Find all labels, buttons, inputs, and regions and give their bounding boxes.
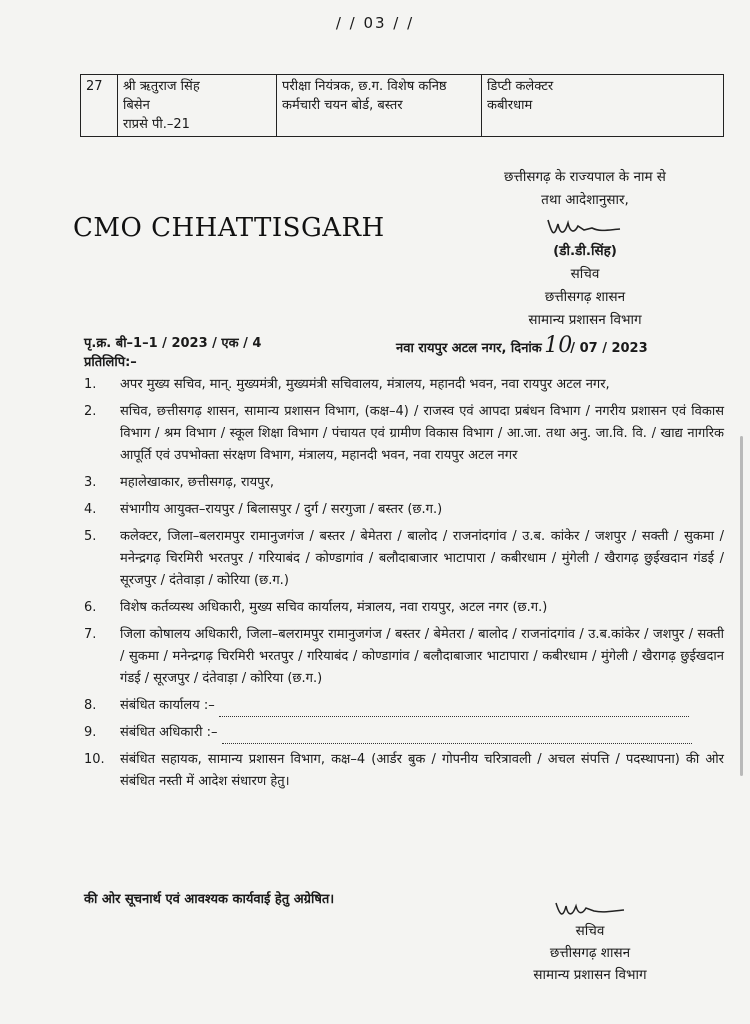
blank-line [222,730,692,744]
current-post: परीक्षा नियंत्रक, छ.ग. विशेष कनिष्ठ कर्मचारी चयन बोर्ड, बस्तर [277,75,482,137]
officer-name: श्री ऋतुराज सिंह बिसेन राप्रसे पी.–21 [118,75,277,137]
serial-number: 27 [81,75,118,137]
table-row [81,75,724,137]
list-item: 5. कलेक्टर, जिला–बलरामपुर रामानुजगंज / बस्तर / बेमेतरा / बालोद / राजनांदगांव / उ.ब. कांकेर / जशपुर / सक्ती / सुकमा / मनेन्द्रगढ़ चिरमिरी भरतपुर / गरियाबंद / कोण्डागांव / बलौदाबाजार भाटापारा / कबीरधाम / मुंगेली / खैरागढ़ छुईखदान गंडई / सूरजपुर / दंतेवाड़ा / कोरिया (छ.ग.) [84,529,724,588]
signatory-designation: सचिव [570,266,600,282]
list-item: 9. संबंधित अधिकारी :– [84,722,724,744]
list-item: 1. अपर मुख्य सचिव, मान्. मुख्यमंत्री, मुख्यमंत्री सचिवालय, मंत्रालय, महानदी भवन, नवा रायपुर अटल नगर, [84,377,610,392]
authority-line-2: तथा आदेशानुसार, [541,192,629,208]
list-item: 4. संभागीय आयुक्त–रायपुर / बिलासपुर / दुर्ग / सरगुजा / बस्तर (छ.ग.) [84,502,443,517]
list-item: 7. जिला कोषालय अधिकारी, जिला–बलरामपुर रामानुजगंज / बस्तर / बेमेतरा / बालोद / राजनांदगांव / उ.ब.कांकेर / जशपुर / सक्ती / सुकमा / मनेन्द्रगढ़ चिरमिरी भरतपुर / गरियाबंद / कोण्डागांव / बलौदाबाजार भाटापारा / कबीरधाम / मुंगेली / खैरागढ़ छुईखदान गंडई / सूरजपुर / दंतेवाड़ा / कोरिया (छ.ग.) [84,627,724,686]
signatory-government: छत्तीसगढ़ शासन [544,289,626,305]
signatory-department: सामान्य प्रशासन विभाग [528,312,642,328]
forward-note: की ओर सूचनार्थ एवं आवश्यक कार्यवाई हेतु अग्रेषित। [84,892,335,907]
list-item: 10. संबंधित सहायक, सामान्य प्रशासन विभाग, कक्ष–4 (आर्डर बुक / गोपनीय चरित्रावली / अचल संपत्ति / पदस्थापना) की ओर संबंधित नस्ती में आदेश संधारण हेतु। [84,752,724,789]
bottom-department: सामान्य प्रशासन विभाग [533,967,647,983]
watermark-text: CMO CHHATTISGARH [73,213,385,243]
signatory-name: (डी.डी.सिंह) [553,243,617,259]
scrollbar[interactable] [740,436,743,776]
bottom-authority-block [470,896,710,986]
bottom-government: छत्तीसगढ़ शासन [549,945,631,961]
new-post: डिप्टी कलेक्टर कबीरधाम [482,75,724,137]
date-day: 10 [544,333,573,358]
reference-number: पृ.क्र. बी–1–1 / 2023 / एक / 4 [84,336,262,351]
recipient-list [84,374,724,798]
list-item: 3. महालेखाकार, छत्तीसगढ़, रायपुर, [84,475,275,490]
authority-block [440,166,730,332]
list-item: 6. विशेष कर्तव्यस्थ अधिकारी, मुख्य सचिव कार्यालय, मंत्रालय, नवा रायपुर, अटल नगर (छ.ग.) [84,600,548,615]
blank-line [219,703,689,717]
list-item: 8. संबंधित कार्यालय :– [84,695,724,717]
signature-image [550,898,630,920]
signature-image [540,214,630,240]
page-number: / / 03 / / [335,14,415,32]
issue-date: नवा रायपुर अटल नगर, दिनांक 10/ 07 / 2023 [396,333,648,358]
copy-to-heading: प्रतिलिपि:– [84,355,137,370]
list-item: 2. सचिव, छत्तीसगढ़ शासन, सामान्य प्रशासन विभाग, (कक्ष–4) / राजस्व एवं आपदा प्रबंधन विभाग / नगरीय प्रशासन एवं विकास विभाग / श्रम विभाग / स्कूल शिक्षा विभाग / पंचायत एवं ग्रामीण विकास विभाग / आ.जा. तथा अनु. जा.वि. वि. / खाद्य नागरिक आपूर्ति एवं उपभोक्ता संरक्षण विभाग, मंत्रालय, महानदी भवन, नवा रायपुर अटल नगर [84,404,724,463]
transfer-entry-table [80,74,724,137]
authority-line-1: छत्तीसगढ़ के राज्यपाल के नाम से [504,169,666,185]
bottom-designation: सचिव [575,923,605,939]
